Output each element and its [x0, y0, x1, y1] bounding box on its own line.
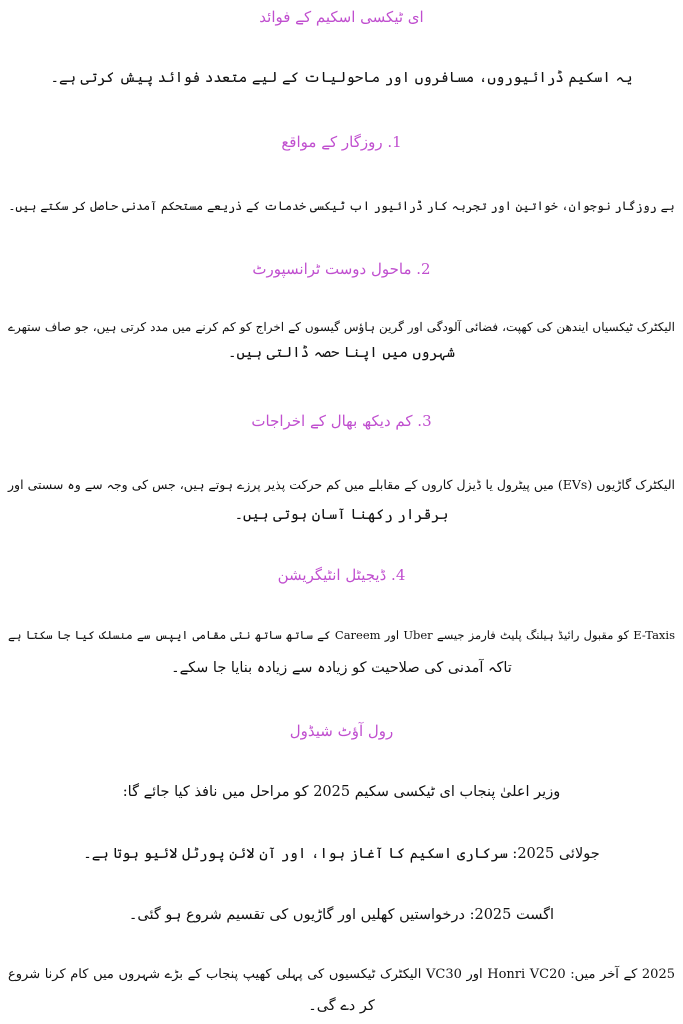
heading-digital-integration: 4. ڈیجیٹل انٹیگریشن [277, 566, 406, 584]
schedule-late-2025-line-1: 2025 کے آخر میں: Honri VC20 اور VC30 الیکٹرک ٹیکسیوں کی پہلی کھیپ پنجاب کے بڑے شہروں میں کام کرنا شروع [8, 967, 675, 982]
intro-paragraph: یہ اسکیم ڈرائیوروں، مسافروں اور ماحولیات کے لیے متعدد فوائد پیش کرتی ہے۔ [50, 70, 633, 86]
heading-maintenance: 3. کم دیکھ بھال کے اخراجات [251, 412, 432, 430]
eco-paragraph-line-1: الیکٹرک ٹیکسیاں ایندھن کی کھپت، فضائی آلودگی اور گرین ہاؤس گیسوں کے اخراج کو کم کرنے میں مدد کرتی ہیں، جو صاف ستھرے [8, 320, 675, 334]
employment-paragraph: بے روزگار نوجوان، خواتین اور تجربہ کار ڈرائیور اب ٹیکسی خدمات کے ذریعے مستحکم آمدنی حاصل کر سکتے ہیں۔ [8, 199, 675, 213]
maintenance-paragraph-line-1: الیکٹرک گاڑیوں (EVs) میں پیٹرول یا ڈیزل کاروں کے مقابلے میں کم حرکت پذیر پرزے ہوتے ہیں، جس کی وجہ سے وہ سستی اور [8, 477, 675, 492]
heading-eco-transport: 2. ماحول دوست ٹرانسپورٹ [252, 260, 431, 278]
schedule-july: جولائی 2025: سرکاری اسکیم کا آغاز ہوا، اور آن لائن پورٹل لائیو ہوتا ہے۔ [83, 846, 600, 862]
rollout-intro-paragraph: وزیر اعلیٰ پنجاب ای ٹیکسی سکیم 2025 کو مراحل میں نافذ کیا جائے گا: [122, 784, 561, 800]
eco-paragraph-line-2: شہروں میں اپنا حصہ ڈالتی ہیں۔ [228, 345, 455, 361]
schedule-late-2025-line-2: کر دے گی۔ [308, 998, 375, 1014]
maintenance-paragraph-line-2: برقرار رکھنا آسان ہوتی ہیں۔ [234, 507, 449, 523]
digital-paragraph-line-2: تاکہ آمدنی کی صلاحیت کو زیادہ سے زیادہ بنایا جا سکے۔ [171, 660, 512, 676]
heading-employment: 1. روزگار کے مواقع [281, 133, 402, 151]
page-title: ای ٹیکسی اسکیم کے فوائد [259, 8, 424, 26]
digital-paragraph-line-1: E-Taxis کو مقبول رائیڈ ہیلنگ پلیٹ فارمز جیسے Uber اور Careem کے ساتھ ساتھ نئی مقامی ایپس سے منسلک کیا جا سکتا ہے [8, 628, 676, 642]
schedule-august: اگست 2025: درخواستیں کھلیں اور گاڑیوں کی تقسیم شروع ہو گئی۔ [128, 907, 555, 923]
heading-rollout-schedule: رول آؤٹ شیڈول [289, 722, 394, 740]
